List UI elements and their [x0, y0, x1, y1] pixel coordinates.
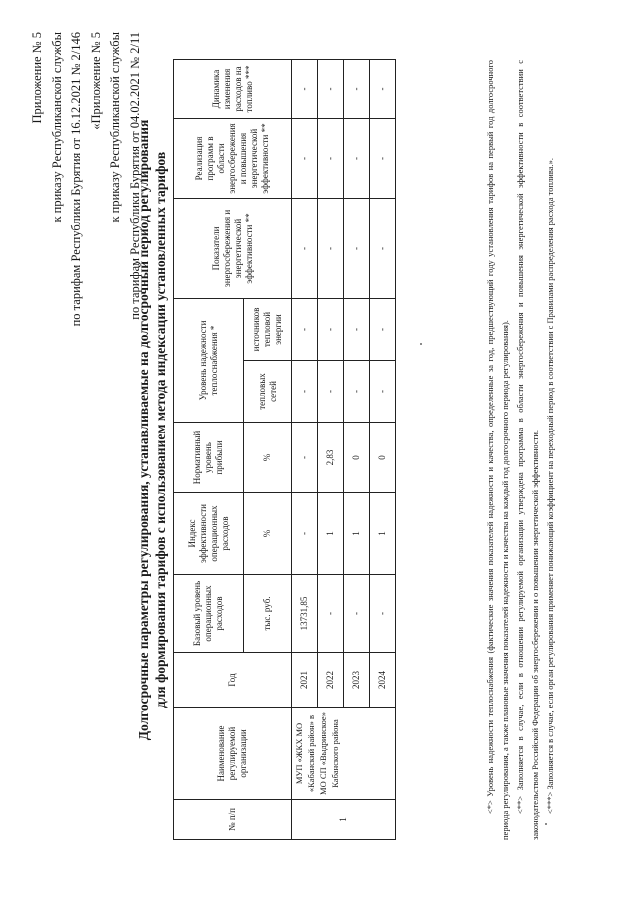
cell-row-number: 1 — [292, 800, 396, 840]
cell-energy-saving: - — [318, 198, 344, 298]
appendix-line: по тарифам Республики Бурятия от 04.02.2021 № 2/11 — [127, 32, 142, 320]
cell-heat-networks: - — [292, 361, 318, 423]
scan-speck — [545, 823, 547, 825]
footnote: <***> Заполняется в случае, если орган регулирования применяет понижающий коэффициент на переходный период в соответствии с Правилами распределения расхода топлива.». — [545, 157, 555, 814]
cell-fuel-dynamics: - — [292, 59, 318, 118]
cell-programs: - — [318, 118, 344, 198]
header-fuel-dynamics: Динамика изменения расходов на топливо *** — [174, 59, 292, 118]
appendix-header — [28, 32, 145, 432]
appendix-line: к приказу Республиканской службы — [108, 32, 122, 223]
cell-year: 2022 — [318, 653, 344, 708]
cell-programs: - — [344, 118, 370, 198]
unit-profit-level: % — [244, 423, 292, 493]
cell-base-cost: - — [344, 575, 370, 653]
header-profit-level: Нормативный уровень прибыли — [174, 423, 244, 493]
header-energy-saving: Показатели энергосбережения и энергетической эффективности ** — [174, 198, 292, 298]
unit-base-cost: тыс. руб. — [244, 575, 292, 653]
cell-heat-sources: - — [344, 298, 370, 360]
table-row — [292, 59, 318, 839]
cell-heat-networks: - — [344, 361, 370, 423]
footnotes — [483, 60, 558, 840]
cell-base-cost: 13731,85 — [292, 575, 318, 653]
header-year: Год — [174, 653, 292, 708]
cell-heat-sources: - — [318, 298, 344, 360]
cell-fuel-dynamics: - — [344, 59, 370, 118]
cell-efficiency-index: 1 — [344, 493, 370, 575]
cell-base-cost: - — [370, 575, 396, 653]
header-heat-networks: тепловых сетей — [244, 361, 292, 423]
header-programs: Реализация программ в области энергосбережения и повышения энергетической эффективности ** — [174, 118, 292, 198]
cell-base-cost: - — [318, 575, 344, 653]
scan-speck — [420, 343, 422, 345]
appendix-line: «Приложение № 5 — [88, 32, 103, 130]
cell-energy-saving: - — [370, 198, 396, 298]
appendix-line: по тарифам Республики Бурятия от 16.12.2021 № 2/146 — [69, 32, 83, 327]
cell-efficiency-index: 1 — [318, 493, 344, 575]
cell-year: 2023 — [344, 653, 370, 708]
cell-fuel-dynamics: - — [370, 59, 396, 118]
title-line-2: для формирования тарифов с использованием метода индексации установленных тарифов — [153, 151, 168, 709]
header-heat-sources: источников тепловой энергии — [244, 298, 292, 360]
cell-profit-level: 0 — [370, 423, 396, 493]
cell-profit-level: 2,83 — [318, 423, 344, 493]
appendix-line: к приказу Республиканской службы — [49, 32, 64, 223]
header-num: № п/п — [174, 800, 292, 840]
header-efficiency-index: Индекс эффективности операционных расходов — [174, 493, 244, 575]
cell-heat-sources: - — [370, 298, 396, 360]
cell-heat-networks: - — [370, 361, 396, 423]
unit-efficiency-index: % — [244, 493, 292, 575]
cell-year: 2021 — [292, 653, 318, 708]
cell-efficiency-index: 1 — [370, 493, 396, 575]
cell-energy-saving: - — [292, 198, 318, 298]
document-title — [135, 80, 169, 780]
cell-year: 2024 — [370, 653, 396, 708]
cell-profit-level: - — [292, 423, 318, 493]
header-reliability: Уровень надежности теплоснабжения * — [174, 298, 244, 422]
cell-organization: МУП «ЖКХ МО «Кабанский район» в МО СП «Выдринское» Кабанского района — [292, 708, 396, 800]
footnote: <*> Уровень надежности теплоснабжения (фактические значения показателей надежности и качества, определенные за год, предшествующий году установления тарифов на первый год долгосрочного периода регулирования, а также плановые значения показателей надежности и качества на каждый год долгосрочного периода регулирования). — [485, 60, 510, 840]
parameters-table — [173, 59, 396, 840]
header-base-cost: Базовый уровень операционных расходов — [174, 575, 244, 653]
cell-heat-networks: - — [318, 361, 344, 423]
cell-fuel-dynamics: - — [318, 59, 344, 118]
cell-programs: - — [370, 118, 396, 198]
cell-heat-sources: - — [292, 298, 318, 360]
table-header-row — [174, 59, 196, 839]
cell-energy-saving: - — [344, 198, 370, 298]
title-line-1: Долгосрочные параметры регулирования, устанавливаемые на долгосрочный период регулирования — [136, 119, 151, 741]
cell-profit-level: 0 — [344, 423, 370, 493]
cell-efficiency-index: - — [292, 493, 318, 575]
appendix-line: Приложение № 5 — [30, 32, 44, 124]
footnote: <**> Заполняется в случае, если в отношении регулируемой организации утверждена программа в области энергосбережения и повышения энергетической эффективности в соответствии с законодательством Российской Федерации об энергосбережении и о повышении энергетической эффективности. — [515, 60, 540, 840]
header-org: Наименование регулируемой организации — [174, 708, 292, 800]
cell-programs: - — [292, 118, 318, 198]
